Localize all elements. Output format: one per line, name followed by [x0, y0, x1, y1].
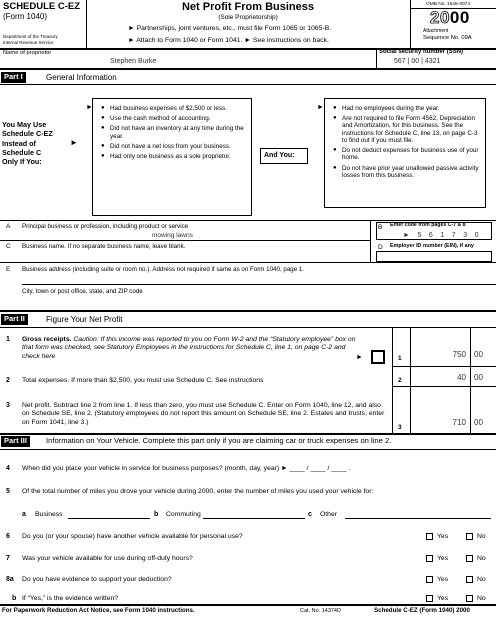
part3-label: Part III	[1, 436, 30, 447]
ssn-value[interactable]: 567 | 00 | 4321	[394, 58, 441, 65]
line5c-label: Other	[320, 511, 337, 518]
requirements-left-list	[101, 105, 245, 160]
line7-no-checkbox[interactable]	[466, 555, 473, 562]
requirement-item: ● Are not required to file Form 4562, Depreciation and Amortization, for this business. See the instructions for Schedule C, line 13, on page C-3 to find out if you must file.	[333, 115, 480, 144]
line8b-yes-checkbox[interactable]	[426, 595, 433, 602]
line8b-yes-label: Yes	[437, 595, 449, 602]
line5a-letter: a	[22, 511, 26, 518]
line8a-no-checkbox[interactable]	[466, 576, 473, 583]
name-label: Name of proprietor	[3, 50, 52, 56]
line7-text: Was your vehicle available for use during off-duty hours?	[22, 555, 193, 562]
line8a-number: 8a	[6, 576, 14, 583]
line7-number: 7	[6, 555, 10, 562]
line6-yes-checkbox[interactable]	[426, 533, 433, 540]
form-title: SCHEDULE C-EZ	[3, 1, 81, 12]
line7-yes-label: Yes	[437, 555, 449, 562]
part1-label: Part I	[1, 72, 26, 83]
line6-no-label: No	[477, 533, 486, 540]
ssn-label: Social security number (SSN)	[379, 49, 464, 55]
requirements-right-box	[324, 98, 486, 208]
business-miles-field[interactable]	[68, 518, 150, 519]
line-e-city-label: City, town or post office, state, and ZIP code	[22, 288, 143, 295]
part2-title: Figure Your Net Profit	[46, 315, 123, 324]
part1-title: General Information	[46, 73, 117, 82]
requirement-item: ● Did not have an inventory at any time during the year.	[101, 125, 245, 139]
requirement-item: ● Use the cash method of accounting.	[101, 115, 245, 122]
line2-box-number: 2	[398, 377, 402, 384]
irs-label: Internal Revenue Service	[3, 40, 54, 45]
line6-no-checkbox[interactable]	[466, 533, 473, 540]
requirement-item: ● Do not deduct expenses for business use of your home.	[333, 147, 480, 161]
right-arrow-icon: ►	[317, 104, 324, 111]
partnership-note: ► Partnerships, joint ventures, etc., must file Form 1065 or 1065-B.	[128, 25, 332, 32]
part3-title: Information on Your Vehicle. Complete this part only if you are claiming car or truck expenses on line 2.	[46, 436, 392, 445]
statutory-employee-checkbox[interactable]	[371, 350, 385, 364]
omb-number: OMB No. 1545-0074	[426, 2, 470, 7]
requirement-item: ● Do not have prior year unallowed passive activity losses from this business.	[333, 165, 480, 179]
line2-text: Total expenses. If more than $2,500, you must use Schedule C. See instructions	[22, 377, 264, 384]
department-label: Department of the Treasury	[3, 34, 58, 39]
total-expenses-cents[interactable]: 00	[474, 373, 483, 382]
requirement-item: ● Had only one business as a sole proprietor.	[101, 153, 245, 160]
line6-yes-label: Yes	[437, 533, 449, 540]
left-arrow-icon: ►	[86, 104, 93, 111]
year-prefix: 20	[430, 8, 450, 27]
line8a-no-label: No	[477, 576, 486, 583]
form-subtitle: (Form 1040)	[3, 12, 48, 21]
attach-note: ► Attach to Form 1040 or Form 1041. ► See instructions on back.	[128, 37, 329, 44]
attachment-label: Attachment	[423, 28, 449, 34]
line8b-number: b	[12, 595, 17, 602]
line5-text: Of the total number of miles you drove your vehicle during 2000, enter the number of miles you used your vehicle for:	[22, 488, 374, 495]
year-suffix: 00	[449, 8, 470, 27]
line8a-text: Do you have evidence to support your deduction?	[22, 576, 172, 583]
requirement-item: ● Had business expenses of $2,500 or less.	[101, 105, 245, 112]
line8a-yes-checkbox[interactable]	[426, 576, 433, 583]
line4-text: When did you place your vehicle in service for business purposes? (month, day, year) ► ____ / ____ / ____ .	[22, 465, 351, 472]
line-a-label: Principal business or profession, including product or service	[22, 223, 189, 230]
part2-label: Part II	[1, 314, 28, 325]
line-e-letter: E	[6, 266, 11, 273]
line5a-label: Business	[35, 511, 63, 518]
line1-number: 1	[6, 336, 10, 343]
line-d-letter: D	[378, 244, 383, 251]
line7-no-label: No	[477, 555, 486, 562]
main-title: Net Profit From Business	[181, 1, 315, 13]
tax-year	[430, 8, 470, 28]
line1-text	[22, 336, 364, 361]
total-expenses-value[interactable]: 40	[457, 373, 466, 382]
line3-number: 3	[6, 402, 10, 409]
line1-arrow: ►	[356, 354, 363, 361]
line5b-label: Commuting	[166, 511, 201, 518]
you-may-use-text: You May Use Schedule C-EZ Instead of Schedule C Only If You:	[2, 120, 53, 167]
line-d-label: Employer ID number (EIN), if any	[390, 243, 474, 249]
line-e-label: Business address (including suite or room no.). Address not required if same as on Form 1040, page 1.	[22, 266, 305, 273]
line8a-yes-label: Yes	[437, 576, 449, 583]
other-miles-field[interactable]	[345, 518, 491, 519]
line1-heading: Gross receipts.	[22, 336, 74, 343]
line-c-label: Business name. If no separate business name, leave blank.	[22, 243, 186, 250]
requirements-left-box	[92, 98, 252, 216]
line2-number: 2	[6, 377, 10, 384]
commuting-miles-field[interactable]	[203, 518, 305, 519]
net-profit-value[interactable]: 710	[452, 418, 466, 427]
requirements-right-list	[333, 105, 480, 179]
line-b-label: Enter code from pages C-7 & 8	[390, 222, 466, 228]
business-code-value[interactable]: ► 5 6 1 7 3 0	[403, 232, 482, 239]
gross-receipts-cents[interactable]: 00	[474, 350, 483, 359]
requirement-item: ● Had no employees during the year.	[333, 105, 480, 112]
footer-form-id: Schedule C-EZ (Form 1040) 2000	[374, 607, 470, 614]
line8b-text: If “Yes,” is the evidence written?	[22, 595, 119, 602]
main-subtitle: (Sole Proprietorship)	[218, 14, 278, 21]
line8b-no-label: No	[477, 595, 486, 602]
line-c-letter: C	[6, 243, 11, 250]
proprietor-name[interactable]: Stephen Burke	[110, 58, 157, 65]
and-you-label: And You:	[264, 152, 295, 159]
line3-box-number: 3	[398, 424, 402, 431]
line6-number: 6	[6, 533, 10, 540]
line-b-letter: B	[378, 224, 383, 231]
sequence-number: Sequence No. 09A	[423, 35, 472, 41]
principal-business-value[interactable]: mowing lawns	[152, 232, 193, 239]
requirement-item: ● Did not have a net loss from your business.	[101, 143, 245, 150]
line1-box-number: 1	[398, 355, 402, 362]
line4-number: 4	[6, 465, 10, 472]
line5-number: 5	[6, 488, 10, 495]
net-profit-cents[interactable]: 00	[474, 418, 483, 427]
gross-receipts-value[interactable]: 750	[452, 350, 466, 359]
line6-text: Do you (or your spouse) have another vehicle available for personal use?	[22, 533, 243, 540]
line1-caution: Caution: If this income was reported to you on Form W-2 and the “Statutory employee” box on that form was checked, see Statutory Employees in the instructions for Schedule C, line 1, on page C-2 and check here	[22, 336, 356, 360]
line8b-no-checkbox[interactable]	[466, 595, 473, 602]
ein-field[interactable]	[376, 251, 492, 262]
line5c-letter: c	[308, 511, 312, 518]
line5b-letter: b	[154, 511, 159, 518]
footer-paperwork-note: For Paperwork Reduction Act Notice, see Form 1040 instructions.	[2, 607, 195, 614]
you-may-arrow: ►	[70, 138, 78, 147]
line3-text: Net profit. Subtract line 2 from line 1. If less than zero, you must use Schedule C. Enter on Form 1040, line 12, and also on Schedule SE, line 2. (Statutory employees do not report this amount on Schedule SE, line 2. Estates and trusts, enter on Form 1041, line 3.)	[22, 402, 385, 426]
line-a-letter: A	[6, 223, 11, 230]
footer-cat-number: Cat. No. 14374D	[300, 608, 341, 614]
line7-yes-checkbox[interactable]	[426, 555, 433, 562]
